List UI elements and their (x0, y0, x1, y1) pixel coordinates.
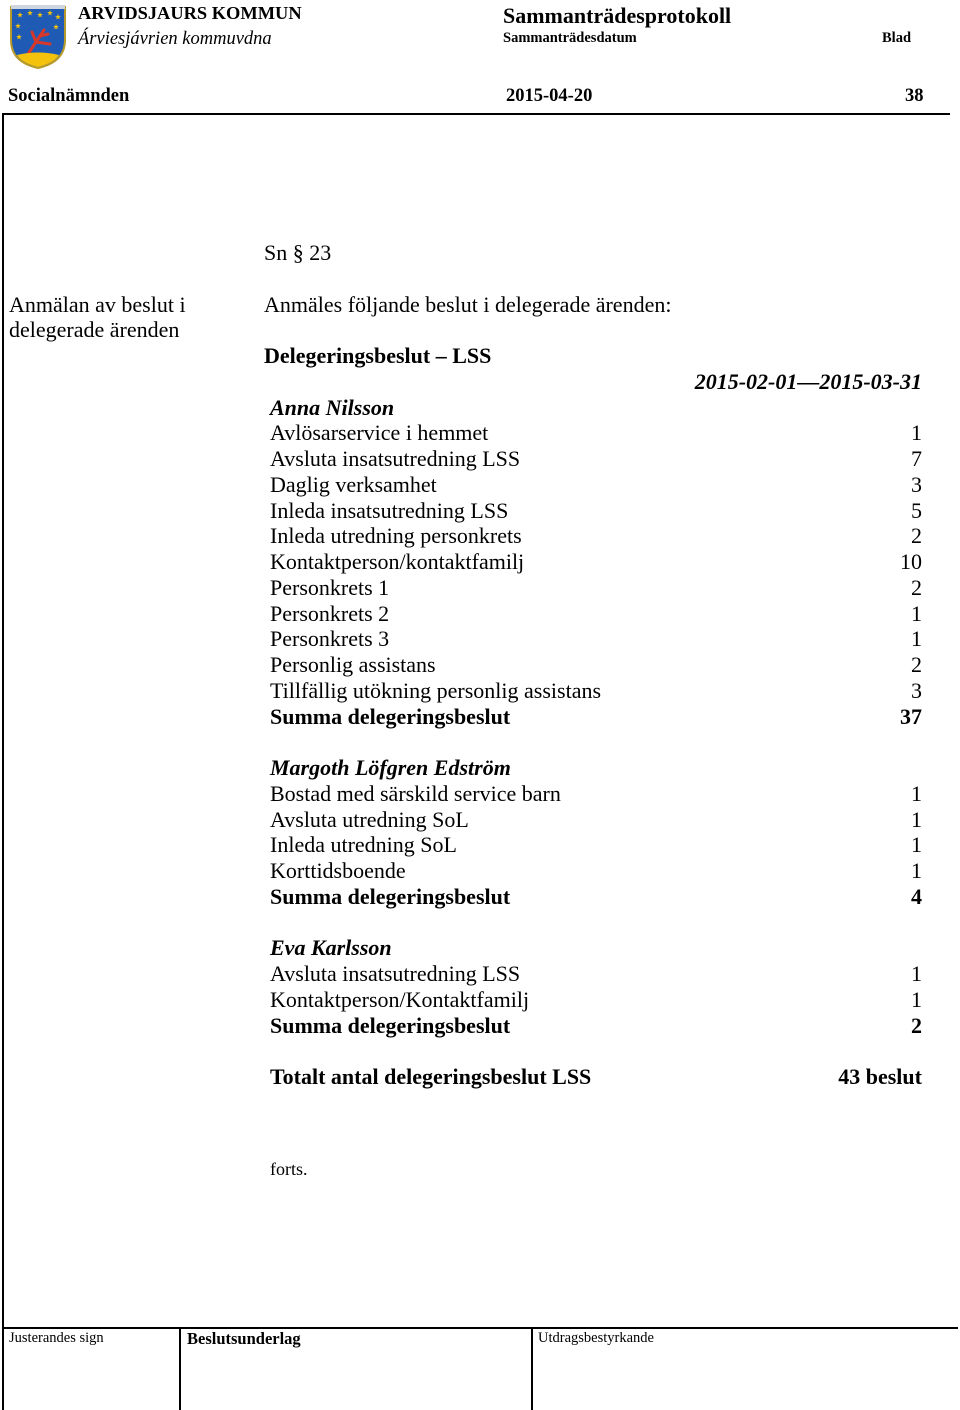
sum-value: 2 (911, 1012, 922, 1038)
period: 2015-02-01—2015-03-31 (694, 368, 922, 394)
item-count: 1 (911, 600, 922, 626)
side-title-line: delegerade ärenden (9, 317, 180, 343)
paragraph-number: Sn § 23 (264, 240, 332, 266)
list-item (264, 987, 922, 1013)
list-item (264, 626, 922, 652)
item-count: 10 (900, 549, 922, 575)
group-name: Margoth Löfgren Edström (270, 755, 511, 781)
item-label: Kontaktperson/Kontaktfamilj (270, 986, 530, 1012)
group-sum-row (264, 884, 922, 910)
list-item (264, 498, 922, 524)
item-count: 2 (911, 574, 922, 600)
list-item (264, 446, 922, 472)
list-item (264, 858, 922, 884)
item-count: 7 (911, 446, 922, 472)
item-count: 5 (911, 497, 922, 523)
meeting-date-label: Sammanträdesdatum (503, 30, 637, 46)
intro-text: Anmäles följande beslut i delegerade ärenden: (264, 291, 672, 317)
item-count: 3 (911, 471, 922, 497)
sum-label: Summa delegeringsbeslut (270, 883, 511, 909)
footer-divider (2, 1327, 958, 1329)
item-label: Personkrets 2 (270, 600, 390, 626)
item-label: Korttidsboende (270, 858, 406, 884)
continued-note: forts. (270, 1159, 308, 1179)
group-name-row (264, 395, 922, 421)
left-margin-rule (2, 113, 4, 1410)
list-item (264, 807, 922, 833)
item-label: Avsluta insatsutredning LSS (270, 961, 521, 987)
item-label: Avlösarservice i hemmet (270, 420, 489, 446)
item-count: 1 (911, 626, 922, 652)
item-label: Avsluta utredning SoL (270, 806, 469, 832)
item-count: 1 (911, 780, 922, 806)
side-title (9, 292, 186, 344)
spacer-row (264, 1038, 922, 1064)
municipality-name: ARVIDSJAURS KOMMUN (78, 3, 302, 23)
item-count: 1 (911, 961, 922, 987)
coat-of-arms-icon (8, 2, 68, 70)
list-item (264, 523, 922, 549)
item-count: 2 (911, 523, 922, 549)
list-item (264, 601, 922, 627)
sum-label: Summa delegeringsbeslut (270, 703, 511, 729)
item-label: Bostad med särskild service barn (270, 780, 561, 806)
header-divider (2, 113, 950, 115)
list-item (264, 575, 922, 601)
item-count: 1 (911, 986, 922, 1012)
group-name: Anna Nilsson (270, 394, 395, 420)
meeting-date: 2015-04-20 (506, 86, 593, 106)
item-label: Daglig verksamhet (270, 471, 437, 497)
municipality-name-sami: Árviesjávrien kommuvdna (78, 29, 272, 49)
item-label: Inleda utredning personkrets (270, 523, 522, 549)
document-type: Sammanträdesprotokoll (503, 2, 732, 28)
total-label: Totalt antal delegeringsbeslut LSS (270, 1064, 592, 1090)
sum-value: 37 (900, 703, 922, 729)
side-title-line: Anmälan av beslut i (9, 291, 186, 317)
extract-certification-label: Utdragsbestyrkande (538, 1330, 654, 1346)
list-item (264, 961, 922, 987)
page-label: Blad (882, 30, 912, 46)
total-value: 43 beslut (838, 1064, 922, 1090)
footer-column-divider (531, 1327, 533, 1410)
group-sum-row (264, 704, 922, 730)
adjuster-signature-label: Justerandes sign (9, 1330, 104, 1346)
list-item (264, 472, 922, 498)
total-row (264, 1064, 922, 1090)
group-sum-row (264, 1013, 922, 1039)
item-count: 3 (911, 677, 922, 703)
section-heading: Delegeringsbeslut – LSS (264, 343, 492, 369)
page-number: 38 (905, 86, 924, 106)
list-item (264, 832, 922, 858)
committee-name: Socialnämnden (8, 86, 130, 106)
sum-label: Summa delegeringsbeslut (270, 1012, 511, 1038)
list-item (264, 420, 922, 446)
footer-column-divider (179, 1327, 181, 1410)
item-label: Inleda insatsutredning LSS (270, 497, 509, 523)
item-count: 1 (911, 420, 922, 446)
item-count: 1 (911, 806, 922, 832)
spacer-row (264, 317, 922, 343)
item-label: Avsluta insatsutredning LSS (270, 446, 521, 472)
item-label: Personkrets 3 (270, 626, 390, 652)
spacer-row (264, 266, 922, 292)
item-count: 2 (911, 652, 922, 678)
intro-row (264, 292, 922, 318)
period-row (264, 369, 922, 395)
sum-value: 4 (911, 883, 922, 909)
list-item (264, 781, 922, 807)
item-count: 1 (911, 832, 922, 858)
group-name-row (264, 935, 922, 961)
item-label: Tillfällig utökning personlig assistans (270, 677, 602, 703)
item-label: Inleda utredning SoL (270, 832, 457, 858)
list-item (264, 652, 922, 678)
spacer-row (264, 910, 922, 936)
decision-list (264, 240, 922, 1090)
group-name-row (264, 755, 922, 781)
list-item (264, 678, 922, 704)
item-label: Personlig assistans (270, 652, 436, 678)
spacer-row (264, 729, 922, 755)
item-count: 1 (911, 858, 922, 884)
group-name: Eva Karlsson (270, 935, 392, 961)
item-label: Kontaktperson/kontaktfamilj (270, 549, 525, 575)
item-label: Personkrets 1 (270, 574, 390, 600)
paragraph-row (264, 240, 922, 266)
heading-row (264, 343, 922, 369)
list-item (264, 549, 922, 575)
decision-basis-label: Beslutsunderlag (187, 1329, 301, 1348)
